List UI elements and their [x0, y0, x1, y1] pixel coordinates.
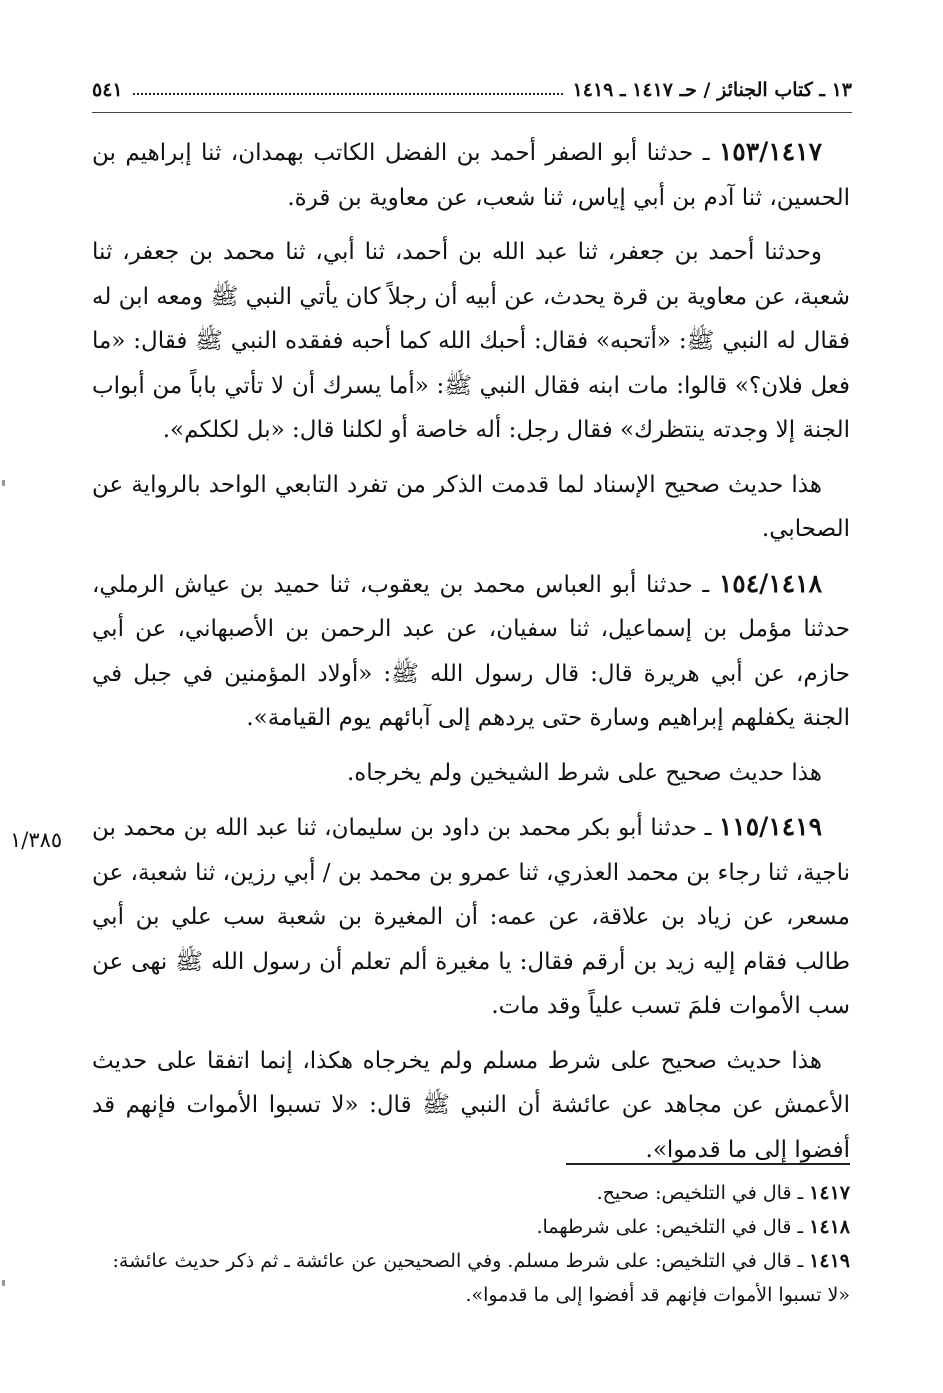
- footnote-number: ١٤١٧: [809, 1182, 850, 1204]
- grading-paragraph: [92, 751, 850, 796]
- margin-reference: ١/٣٨٥: [10, 828, 63, 852]
- footnote-text: ـ قال في التلخيص: صحيح.: [596, 1182, 810, 1204]
- paragraph-text: وحدثنا أحمد بن جعفر، ثنا عبد الله بن أحمد، ثنا أبي، ثنا محمد بن جعفر، ثنا شعبة، عن معاوية بن قرة يحدث، عن أبيه أن رجلاً كان يأتي النبي ﷺ ومعه ابن له فقال له النبي ﷺ: «أتحبه» فقال: أحبك الله كما أحبه ففقده النبي ﷺ فقال: «ما فعل فلان؟» قالوا: مات ابنه فقال النبي ﷺ: «أما يسرك أن لا تأتي باباً من أبواب الجنة إلا وجدته ينتظرك» فقال رجل: أله خاصة أو لكلنا قال: «بل لكلكم».: [92, 239, 850, 443]
- paragraph-text: هذا حديث صحيح الإسناد لما قدمت الذكر من تفرد التابعي الواحد بالرواية عن الصحابي.: [92, 471, 850, 542]
- hadith-paragraph: [92, 805, 850, 1029]
- grading-paragraph: [92, 1039, 850, 1173]
- paragraph-text: ـ حدثنا أبو الصفر أحمد بن الفضل الكاتب بهمدان، ثنا إبراهيم بن الحسين، ثنا آدم بن أبي إياس، ثنا شعب، عن معاوية بن قرة.: [92, 140, 850, 211]
- footnote-number: ١٤١٨: [809, 1216, 850, 1238]
- paragraph-text: هذا حديث صحيح على شرط الشيخين ولم يخرجاه.: [346, 759, 822, 786]
- header-title: ١٣ ـ كتاب الجنائز / حـ ١٤١٧ ـ ١٤١٩: [572, 79, 852, 101]
- grading-paragraph: [92, 463, 850, 552]
- footnote-continuation: «لا تسبوا الأموات فإنهم قد أفضوا إلى ما قدموا».: [465, 1284, 850, 1306]
- footnote: [92, 1210, 850, 1244]
- hadith-number: ١١٥/١٤١٩: [718, 812, 822, 841]
- scan-edge-mark: [2, 1280, 5, 1286]
- footnotes: [92, 1176, 850, 1312]
- hadith-paragraph: [92, 562, 850, 741]
- header-rule: [92, 112, 852, 113]
- scan-edge-mark: [2, 480, 5, 486]
- footnote-text: ـ قال في التلخيص: على شرطهما.: [536, 1216, 810, 1238]
- hadith-number: ١٥٣/١٤١٧: [718, 137, 822, 166]
- main-text: [92, 130, 850, 1182]
- dotted-leader: [133, 93, 563, 95]
- footnote: [92, 1244, 850, 1312]
- hadith-paragraph: [92, 130, 850, 220]
- paragraph-text: ـ حدثنا أبو العباس محمد بن يعقوب، ثنا حميد بن عياش الرملي، حدثنا مؤمل بن إسماعيل، ثنا سفيان، عن عبد الرحمن بن الأصبهاني، عن أبي حازم، عن أبي هريرة قال: قال رسول الله ﷺ: «أولاد المؤمنين في جبل في الجنة يكفلهم إبراهيم وسارة حتى يردهم إلى آبائهم يوم القيامة».: [92, 571, 850, 731]
- footnote: [92, 1176, 850, 1210]
- hadith-paragraph: [92, 230, 850, 453]
- running-header: [92, 72, 852, 108]
- hadith-number: ١٥٤/١٤١٨: [718, 568, 822, 598]
- footnote-separator: [566, 1163, 850, 1165]
- page-number: ٥٤١: [92, 79, 123, 101]
- footnote-number: ١٤١٩: [809, 1250, 850, 1272]
- footnote-text: ـ قال في التلخيص: على شرط مسلم. وفي الصحيحين عن عائشة ـ ثم ذكر حديث عائشة:: [112, 1250, 810, 1272]
- paragraph-text: ـ حدثنا أبو بكر محمد بن داود بن سليمان، ثنا عبد الله بن محمد بن ناجية، ثنا رجاء بن محمد العذري، ثنا عمرو بن محمد بن / أبي رزين، ثنا شعبة، عن مسعر، عن زياد بن علاقة، عن عمه: أن المغيرة بن شعبة سب علي بن أبي طالب فقام إليه زيد بن أرقم فقال: يا مغيرة ألم تعلم أن رسول الله ﷺ نهى عن سب الأموات فلمَ تسب علياً وقد مات.: [92, 815, 850, 1019]
- paragraph-text: هذا حديث صحيح على شرط مسلم ولم يخرجاه هكذا، إنما اتفقا على حديث الأعمش عن مجاهد عن عائشة أن النبي ﷺ قال: «لا تسبوا الأموات فإنهم قد أفضوا إلى ما قدموا».: [92, 1047, 850, 1163]
